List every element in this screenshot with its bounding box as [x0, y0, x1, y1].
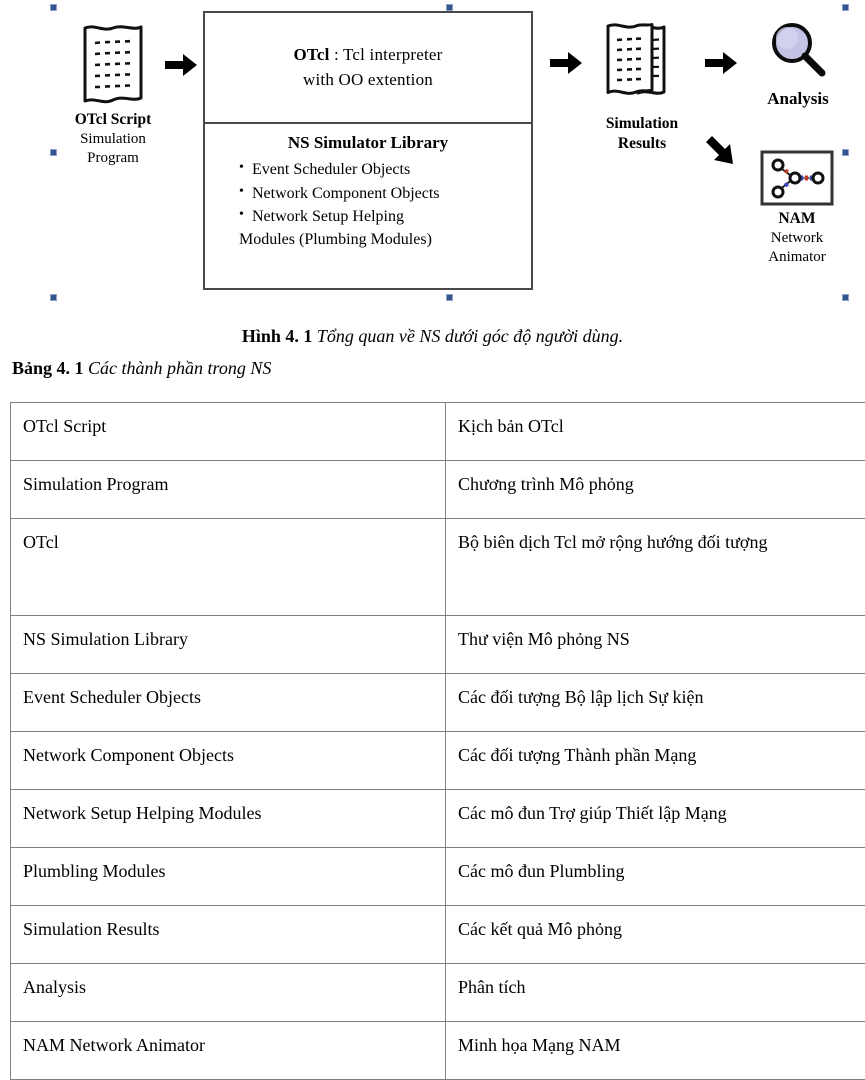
- table-cell-vi: Phân tích: [446, 964, 865, 1022]
- network-animator-icon: [760, 150, 834, 206]
- stacked-documents-icon: [594, 18, 690, 114]
- table-cell-en: Network Component Objects: [11, 732, 446, 790]
- selection-handle-bottom-center[interactable]: [446, 294, 453, 301]
- components-table-wrapper: [10, 402, 832, 1080]
- table-cell-en: Plumbling Modules: [11, 848, 446, 906]
- figure-caption: [0, 326, 865, 347]
- table-cell-vi: Các đối tượng Bộ lập lịch Sự kiện: [446, 674, 865, 732]
- table-cell-en: Network Setup Helping Modules: [11, 790, 446, 848]
- otcl-interpreter-line2: with OO extention: [303, 69, 433, 89]
- table-caption: [12, 358, 271, 379]
- table-row: [11, 732, 865, 790]
- otcl-script-sub-line2: Program: [87, 150, 139, 167]
- selection-handle-bottom-left[interactable]: [50, 294, 57, 301]
- table-cell-vi: Minh họa Mạng NAM: [446, 1022, 865, 1080]
- table-row: [11, 964, 865, 1022]
- table-cell-en: Analysis: [11, 964, 446, 1022]
- node-simulation-results: [583, 18, 701, 154]
- table-cell-en: Event Scheduler Objects: [11, 674, 446, 732]
- table-cell-vi: Thư viện Mô phỏng NS: [446, 616, 865, 674]
- otcl-script-label: OTcl Script: [74, 111, 152, 128]
- table-cell-vi: Các mô đun Plumbling: [446, 848, 865, 906]
- table-row: [11, 790, 865, 848]
- table-cell-vi: Kịch bản OTcl: [446, 403, 865, 461]
- components-table-body: [11, 403, 865, 1080]
- figure-caption-text: Tổng quan về NS dưới góc độ người dùng.: [316, 326, 624, 346]
- figure-caption-label: Hình 4. 1: [241, 326, 313, 346]
- table-row: [11, 1022, 865, 1080]
- table-cell-en: Simulation Program: [11, 461, 446, 519]
- table-caption-text: Các thành phần trong NS: [88, 358, 272, 378]
- nam-sub-line2: Animator: [768, 249, 826, 266]
- simulation-results-line1: Simulation: [605, 115, 679, 132]
- otcl-interpreter-section: [205, 13, 531, 124]
- table-cell-en: NS Simulation Library: [11, 616, 446, 674]
- selection-handle-top-left[interactable]: [50, 4, 57, 11]
- bullet-item-1: • Event Scheduler Objects: [239, 159, 531, 182]
- arrow-right-icon-1: [163, 52, 199, 78]
- bullet-item-3: [239, 206, 531, 251]
- ns-simulator-library-section: [205, 124, 531, 252]
- components-table: [10, 402, 865, 1080]
- table-row: [11, 616, 865, 674]
- otcl-script-sub-line1: Simulation: [80, 130, 146, 147]
- table-row: [11, 403, 865, 461]
- bullet-item-2: • Network Component Objects: [239, 183, 531, 206]
- table-cell-vi: Chương trình Mô phỏng: [446, 461, 865, 519]
- selection-handle-middle-left[interactable]: [50, 149, 57, 156]
- table-cell-en: OTcl Script: [11, 403, 446, 461]
- otcl-interpreter-line1: [293, 43, 442, 68]
- table-caption-label: Bảng 4. 1: [12, 358, 84, 378]
- selection-handle-bottom-right[interactable]: [842, 294, 849, 301]
- simulation-results-line2: Results: [617, 134, 667, 152]
- selection-handle-top-center[interactable]: [446, 4, 453, 11]
- ns-architecture-box: [203, 11, 533, 290]
- otcl-bold-word: OTcl: [293, 44, 330, 64]
- node-otcl-script: [58, 22, 168, 168]
- figure-diagram: [0, 0, 865, 312]
- table-row: [11, 848, 865, 906]
- arrow-right-icon-3: [703, 50, 739, 76]
- table-row: [11, 519, 865, 616]
- table-cell-vi: Bộ biên dịch Tcl mở rộng hướng đối tượng: [446, 519, 865, 616]
- nam-label: NAM: [778, 210, 816, 227]
- otcl-interpreter-rest: : Tcl interpreter: [333, 44, 443, 64]
- table-cell-vi: Các kết quả Mô phỏng: [446, 906, 865, 964]
- nam-sub-line1: Network: [770, 229, 824, 246]
- selection-handle-top-right[interactable]: [842, 4, 849, 11]
- ns-library-bullets: [205, 159, 531, 252]
- script-document-icon: [73, 22, 153, 110]
- node-nam: [740, 150, 854, 267]
- ns-library-title: NS Simulator Library: [287, 133, 449, 152]
- bullet-item-3-line2: Modules (Plumbing Modules): [239, 231, 432, 249]
- magnifying-glass-icon: [765, 18, 831, 84]
- table-cell-en: OTcl: [11, 519, 446, 616]
- node-analysis: [742, 18, 854, 110]
- table-cell-en: Simulation Results: [11, 906, 446, 964]
- table-row: [11, 906, 865, 964]
- table-row: [11, 674, 865, 732]
- table-row: [11, 461, 865, 519]
- bullet-item-3-line1: Network Setup Helping: [252, 208, 404, 226]
- table-cell-vi: Các đối tượng Thành phần Mạng: [446, 732, 865, 790]
- analysis-label: Analysis: [767, 89, 829, 108]
- table-cell-en: NAM Network Animator: [11, 1022, 446, 1080]
- arrow-right-icon-2: [548, 50, 584, 76]
- table-cell-vi: Các mô đun Trợ giúp Thiết lập Mạng: [446, 790, 865, 848]
- arrow-down-right-icon: [700, 128, 744, 172]
